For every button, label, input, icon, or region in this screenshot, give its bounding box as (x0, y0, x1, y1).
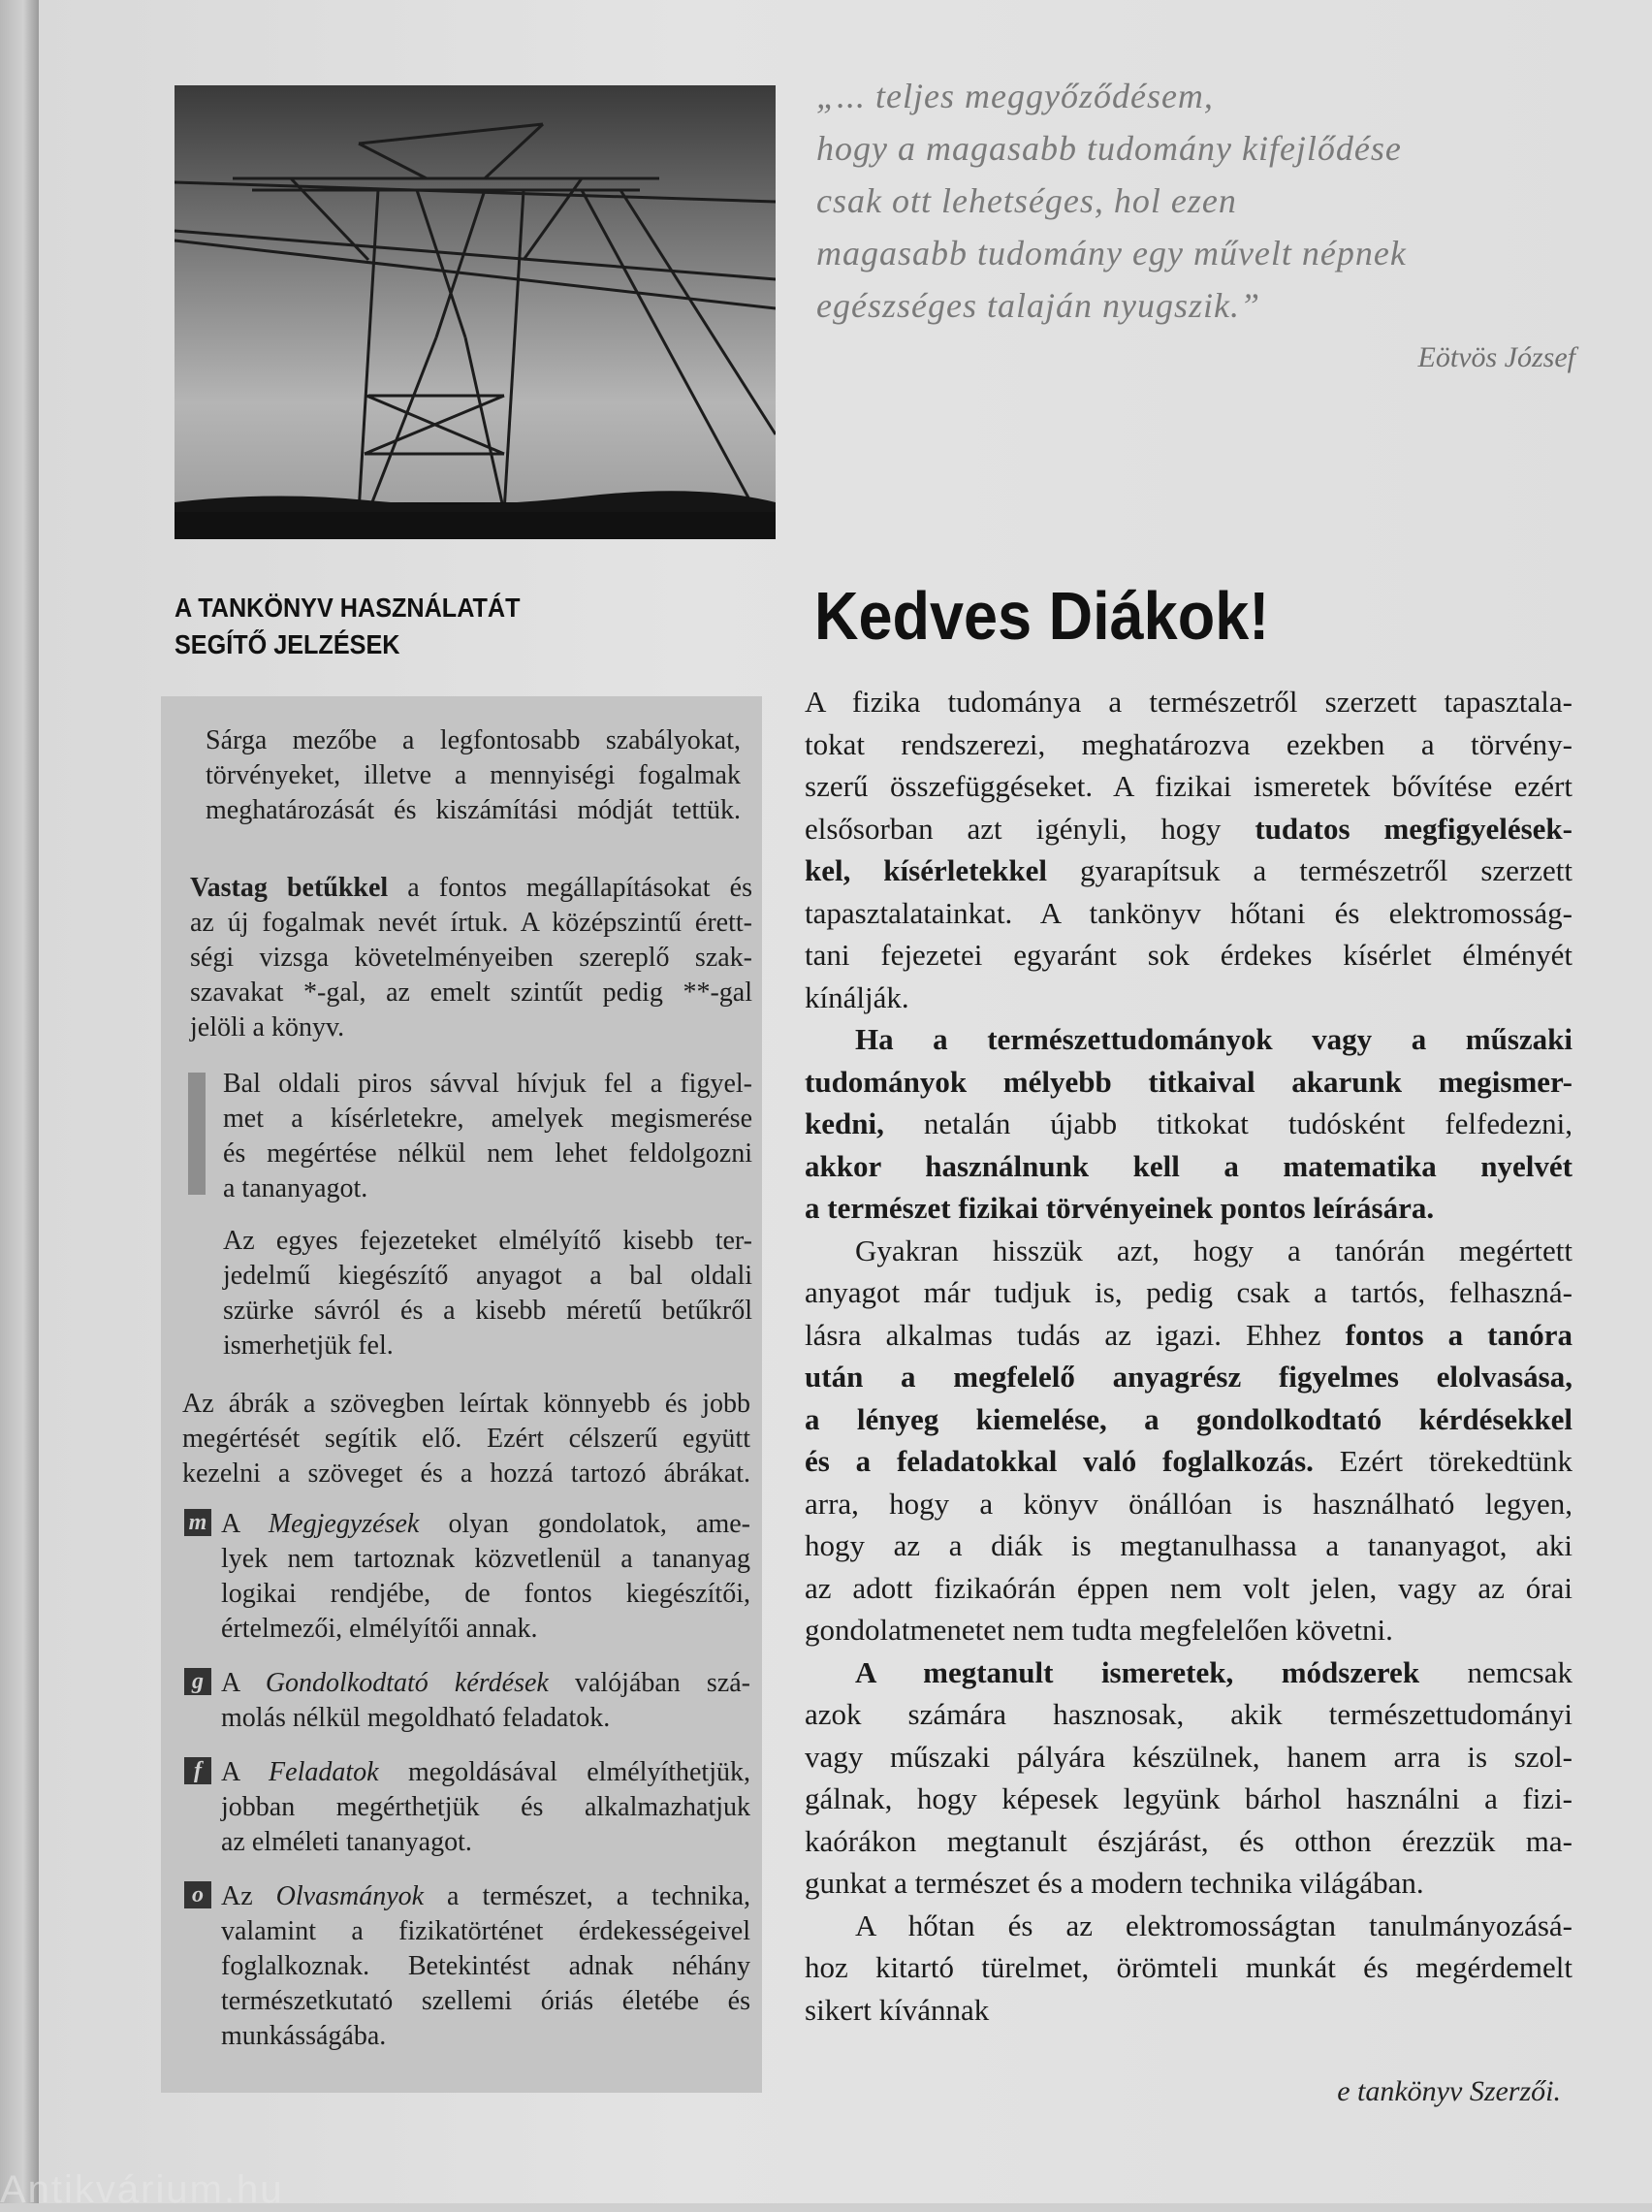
bold-text-run: fontos a tanóra (1345, 1317, 1573, 1352)
sidebar-paragraph-bold (190, 871, 752, 1045)
quote-line: magasabb tudomány egy művelt népnek (816, 234, 1407, 272)
sidebar-line: foglalkoznak. Betekintést adnak néhány (221, 1951, 750, 1981)
body-line: kínálják. (805, 979, 909, 1014)
sidebar-paragraph-exercises (221, 1755, 750, 1860)
sidebar-line (221, 1755, 750, 1790)
sidebar-line: az elméleti tananyagot. (221, 1827, 472, 1857)
bold-text-run: kel, kísérletekkel (805, 853, 1048, 887)
sidebar-line: értelmezői, elmélyítői annak. (221, 1614, 538, 1644)
body-line: tapasztalatainkat. A tankönyv hőtani és elektromosság- (805, 895, 1573, 930)
sidebar-line-text: a fontos megállapításokat és (388, 873, 752, 903)
body-text-run: elsősorban azt igényli, hogy (805, 811, 1255, 846)
sidebar-line: meghatározását és kiszámítási módját tettük. (206, 795, 741, 825)
sidebar-heading-line: A TANKÖNYV HASZNÁLATÁT (175, 593, 521, 623)
sidebar-line: megértését segítik elő. Ezért célszerű együtt (182, 1424, 750, 1454)
sidebar-line: valamint a fizikatörténet érdekességeivel (221, 1916, 750, 1946)
bold-text-run: akkor használnunk kell a matematika nyelvét (805, 1148, 1573, 1183)
quote-author: Eötvös József (1417, 341, 1575, 373)
body-line: A fizika tudománya a természetről szerzett tapasztala- (805, 685, 1573, 719)
sidebar-line: munkásságába. (221, 2021, 387, 2051)
italic-term: Feladatok (269, 1757, 379, 1787)
body-line (805, 850, 1573, 892)
sidebar-paragraph-readings (221, 1879, 750, 2054)
body-line: kaórákon megtanult észjárást, és otthon érezzük ma- (805, 1823, 1573, 1858)
body-line: hoz kitartó türelmet, örömteli munkát és megérdemelt (805, 1950, 1573, 1984)
sidebar-line-text: valójában szá- (548, 1668, 750, 1698)
sidebar-line: a tananyagot. (223, 1173, 368, 1203)
body-line (805, 1145, 1573, 1188)
sidebar-paragraph-notes (221, 1507, 750, 1647)
sidebar-line (190, 871, 752, 906)
page-title: Kedves Diákok! (814, 578, 1270, 654)
sidebar-line: ségi vizsga követelményeiben szereplő szak- (190, 943, 752, 973)
sidebar-line: Sárga mezőbe a legfontosabb szabályokat, (206, 725, 741, 755)
sidebar-line: jobban megérthetjük és alkalmazhatjuk (221, 1792, 750, 1822)
body-line (805, 1651, 1573, 1694)
bold-term: Vastag betűkkel (190, 873, 389, 903)
body-line (805, 1314, 1573, 1357)
sidebar-line: és megértése nélkül nem lehet feldolgozni (223, 1138, 752, 1169)
sidebar-paragraph-experiments (223, 1067, 752, 1206)
book-binding (0, 0, 39, 2203)
sidebar-line: jelöli a könyv. (190, 1012, 345, 1042)
body-line: gondolatmenetet nem tudta megfelelően követni. (805, 1613, 1393, 1647)
bold-text-run: Ha a természettudományok vagy a műszaki (855, 1022, 1573, 1056)
sidebar-line: molás nélkül megoldható feladatok. (221, 1703, 611, 1733)
body-line: A hőtan és az elektromosságtan tanulmányozásá- (855, 1907, 1573, 1942)
italic-term: Olvasmányok (275, 1881, 425, 1911)
quote-line: egészséges talaján nyugszik.” (816, 286, 1260, 325)
sidebar-paragraph-figures (182, 1387, 750, 1491)
sidebar-line (221, 1879, 750, 1914)
sidebar-line: Az ábrák a szövegben leírtak könnyebb és jobb (182, 1389, 750, 1419)
body-line (805, 1018, 1573, 1061)
body-line: azok számára hasznosak, akik természettudományi (805, 1697, 1573, 1731)
body-line (805, 808, 1573, 850)
body-text-run: netalán újabb titkokat tudósként felfedezni, (883, 1106, 1573, 1140)
sidebar-line: szavakat *-gal, az emelt szintűt pedig **-gal (190, 978, 752, 1008)
body-line (805, 1356, 1573, 1398)
sidebar-line: Bal oldali piros sávval hívjuk fel a figyel- (223, 1069, 752, 1099)
body-line: tokat rendszerezi, meghatározva ezekben a törvény- (805, 726, 1573, 761)
sidebar-line: az új fogalmak nevét írtuk. A középszintű érett- (190, 908, 752, 938)
bold-text-run: kedni, (805, 1106, 884, 1140)
prefix: A (221, 1668, 266, 1698)
body-text-run: lásra alkalmas tudás az igazi. Ehhez (805, 1317, 1346, 1352)
sidebar-line: természetkutató szellemi óriás életébe és (221, 1986, 750, 2016)
italic-term: Megjegyzések (268, 1509, 420, 1539)
bold-text-run: tudományok mélyebb titkaival akarunk megismer- (805, 1064, 1573, 1099)
body-line: sikert kívánnak (805, 1992, 990, 2027)
sidebar-line: jedelmű kiegészítő anyagot a bal oldali (223, 1261, 752, 1291)
sidebar-line: ismerhetjük fel. (223, 1330, 394, 1361)
body-text-run: Ezért törekedtünk (1313, 1444, 1573, 1478)
red-experiment-bar (188, 1073, 206, 1195)
body-line: hogy az a diák is megtanulhassa a tananyagot, aki (805, 1528, 1573, 1562)
bold-text-run: a természet fizikai törvényeinek pontos leírására. (805, 1191, 1435, 1225)
sidebar-line: szürke sávról és a kisebb méretű betűkről (223, 1296, 752, 1326)
sidebar-paragraph-questions (221, 1666, 750, 1736)
body-line: arra, hogy a könyv önállóan is használható legyen, (805, 1486, 1573, 1521)
body-line (805, 1103, 1573, 1145)
sidebar-line: törvényeket, illetve a mennyiségi fogalmak (206, 760, 741, 790)
body-text-run: gyarapítsuk a természetről szerzett (1047, 853, 1573, 887)
sidebar-line-text: megoldásával elmélyíthetjük, (378, 1757, 750, 1787)
sidebar-paragraph-yellow (206, 723, 741, 828)
prefix: A (221, 1757, 270, 1787)
sidebar-line: Az egyes fejezeteket elmélyítő kisebb ter- (223, 1226, 752, 1256)
thinking-questions-icon: g (184, 1668, 211, 1695)
sidebar-paragraph-supplement (223, 1224, 752, 1363)
sidebar-line-text: a természet, a technika, (424, 1881, 751, 1911)
sidebar-line-text: olyan gondolatok, ame- (419, 1509, 750, 1539)
bold-text-run: tudatos megfigyelések- (1255, 811, 1573, 846)
body-line: anyagot már tudjuk is, pedig csak a tartós, felhaszná- (805, 1275, 1573, 1309)
body-line (805, 1398, 1573, 1441)
bold-text-run: és a feladatokkal való foglalkozás. (805, 1444, 1314, 1478)
body-line (805, 1440, 1573, 1483)
body-line: tani fejezetei egyaránt sok érdekes kísérlet élményét (805, 938, 1573, 972)
sidebar-line: logikai rendjébe, de fontos kiegészítői, (221, 1579, 750, 1609)
body-line (805, 1187, 1573, 1230)
sidebar-line: met a kísérletekre, amelyek megismerése (223, 1104, 752, 1134)
body-text-run: nemcsak (1419, 1654, 1573, 1689)
notes-icon: m (184, 1509, 211, 1536)
sidebar-line (221, 1666, 750, 1701)
body-line: gunkat a természet és a modern technika világában. (805, 1866, 1424, 1900)
quote-line: hogy a magasabb tudomány kifejlődése (816, 129, 1402, 168)
body-line: az adott fizikaórán éppen nem volt jelen, vagy az órai (805, 1570, 1573, 1605)
readings-icon: o (184, 1881, 211, 1908)
prefix: A (221, 1509, 269, 1539)
watermark-text: Antikvárium.hu (0, 2168, 284, 2211)
prefix: Az (221, 1881, 276, 1911)
authors-signature: e tankönyv Szerzői. (1337, 2075, 1561, 2107)
epigraph-quote (816, 70, 1534, 332)
sidebar-heading-line: SEGÍTŐ JELZÉSEK (175, 629, 400, 659)
body-line: szerű összefüggéseket. A fizikai ismeretek bővítése ezért (805, 769, 1573, 803)
sidebar-line: lyek nem tartoznak közvetlenül a tananyag (221, 1544, 750, 1574)
exercises-icon: f (184, 1757, 211, 1784)
bold-text-run: után a megfelelő anyagrész figyelmes elolvasása, (805, 1360, 1573, 1394)
quote-line: csak ott lehetséges, hol ezen (816, 181, 1237, 220)
italic-term: Gondolkodtató kérdések (265, 1668, 549, 1698)
intro-body-text (805, 681, 1573, 2031)
body-line: vagy műszaki pályára készülnek, hanem arra is szol- (805, 1739, 1573, 1774)
sidebar-heading (175, 590, 558, 663)
sidebar-line: kezelni a szöveget és a hozzá tartozó ábrákat. (182, 1459, 750, 1489)
pylon-photo (175, 85, 776, 539)
sidebar-line (221, 1507, 750, 1542)
body-line: gálnak, hogy képesek legyünk bárhol használni a fizi- (805, 1781, 1573, 1815)
body-line (805, 1061, 1573, 1104)
body-line: Gyakran hisszük azt, hogy a tanórán megértett (855, 1233, 1573, 1267)
bold-text-run: A megtanult ismeretek, módszerek (855, 1654, 1420, 1689)
quote-line: „... teljes meggyőződésem, (816, 77, 1214, 115)
bold-text-run: a lényeg kiemelése, a gondolkodtató kérdésekkel (805, 1401, 1573, 1436)
